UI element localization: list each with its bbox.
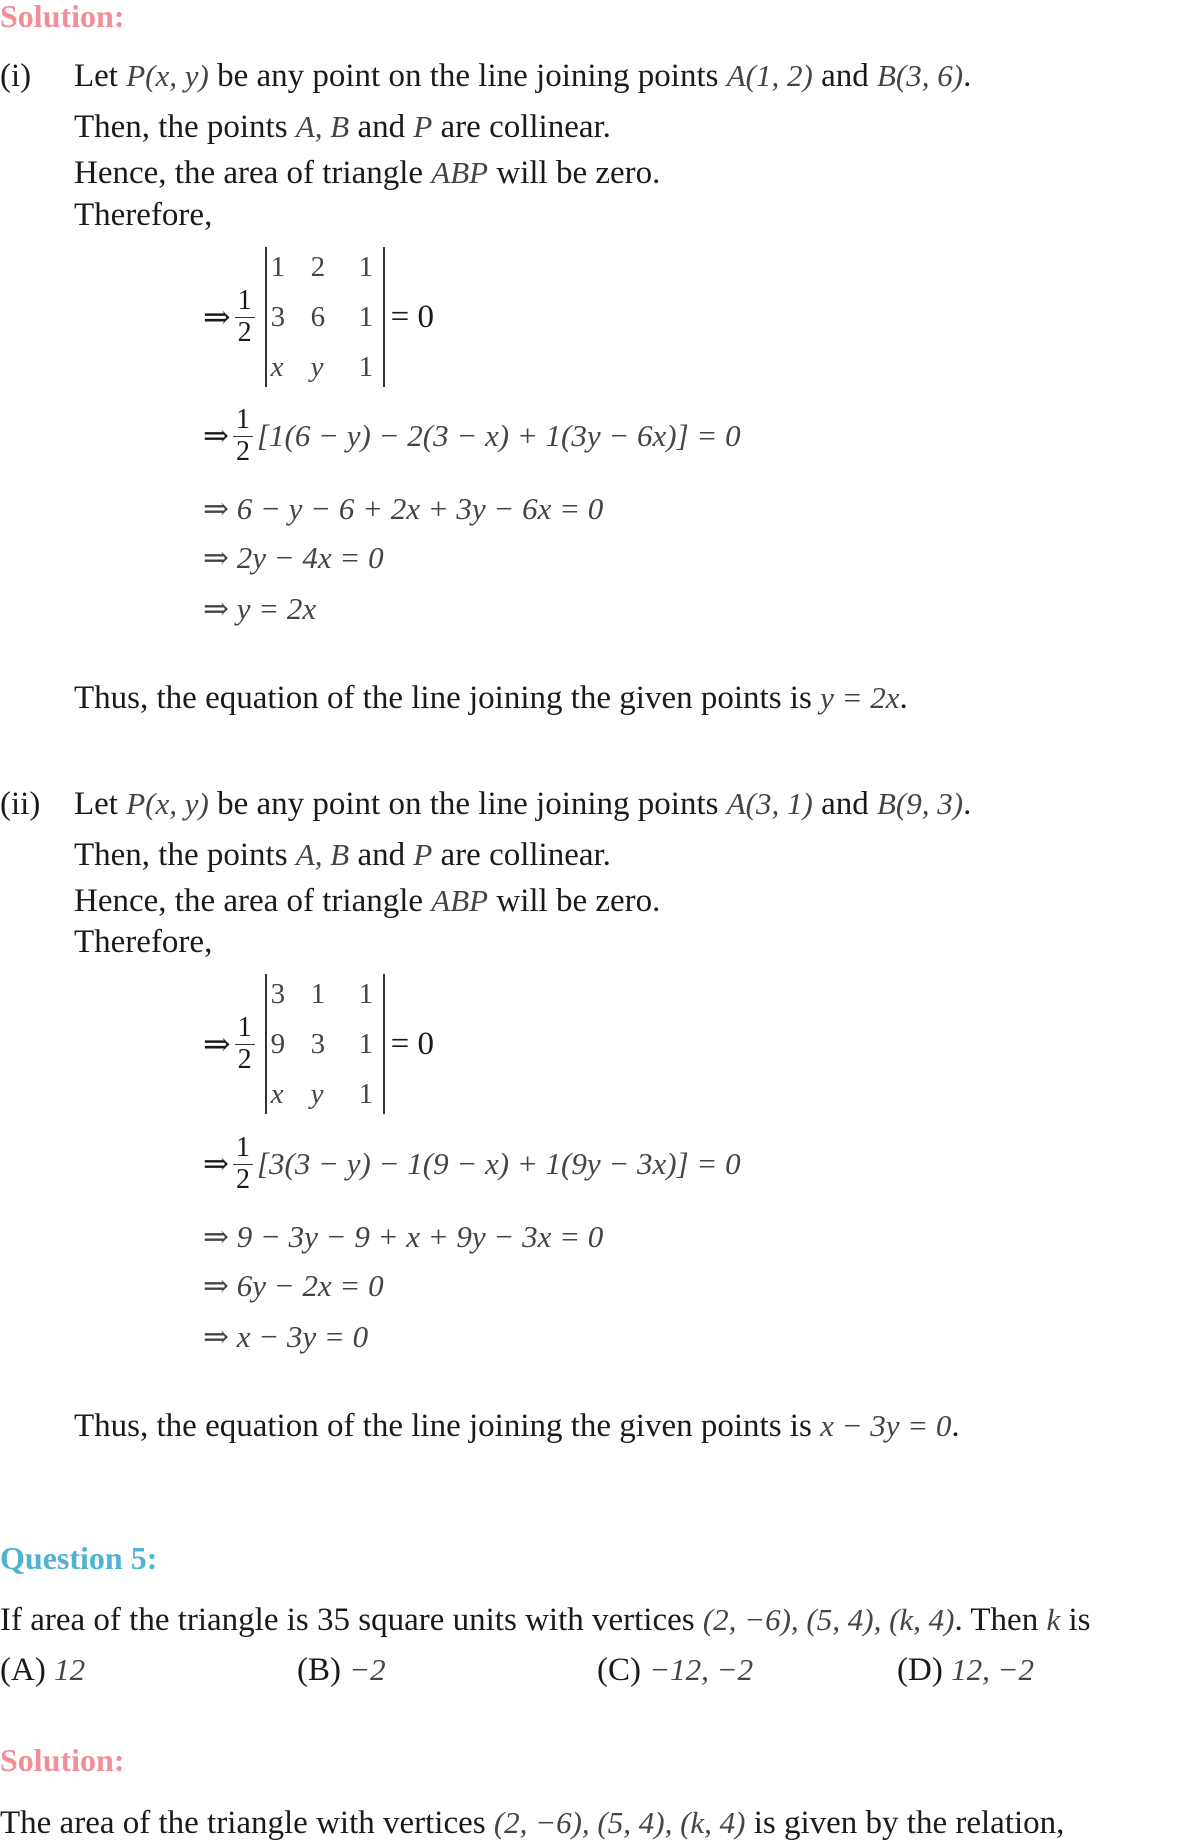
text-segment: Hence, the area of triangle — [74, 155, 432, 191]
option-d[interactable] — [897, 1654, 1034, 1687]
text-line — [74, 839, 611, 872]
text-segment: Let — [74, 786, 127, 822]
denominator: 2 — [237, 1043, 252, 1075]
solution-heading: Solution: — [0, 1742, 125, 1778]
text-segment: and — [349, 109, 414, 145]
text-segment: and — [812, 786, 877, 822]
fraction-one-half — [235, 1013, 255, 1076]
text-segment: and — [349, 837, 414, 873]
math-expression: P(x, y) — [126, 58, 209, 93]
text-segment: Hence, the area of triangle — [74, 883, 432, 919]
step-line — [203, 1221, 603, 1254]
text-segment: . — [951, 1408, 960, 1444]
text-segment: Thus, the equation of the line joining the given points is — [74, 680, 821, 716]
math-expression: P(x, y) — [126, 786, 209, 821]
conclusion-line — [74, 1410, 960, 1443]
solution-heading — [0, 1744, 124, 1778]
fraction-one-half — [235, 286, 255, 349]
text-segment: Let — [74, 58, 127, 94]
math-expression: A, B — [295, 109, 350, 144]
matrix-cell: y — [310, 1078, 324, 1110]
matrix-cell: 3 — [310, 1028, 326, 1060]
part-label: (i) — [0, 58, 32, 94]
text-segment: are collinear. — [432, 109, 611, 145]
matrix-cell: x — [270, 1078, 284, 1110]
math-expression: ABP — [431, 883, 489, 918]
text-line — [74, 157, 660, 190]
text-segment: . Then — [954, 1602, 1047, 1638]
math-expression: P — [413, 109, 433, 144]
option-label: (D) — [897, 1652, 943, 1688]
text-segment: Therefore, — [74, 197, 213, 233]
numerator: 1 — [235, 286, 255, 318]
text-segment: are collinear. — [432, 837, 611, 873]
matrix-cell: 1 — [358, 978, 374, 1010]
math-expression: B(3, 6) — [876, 58, 964, 93]
step-expression: ⇒ 2y − 4x = 0 — [203, 540, 384, 575]
text-segment: is — [1060, 1602, 1091, 1638]
part-label — [0, 60, 31, 93]
math-expression: x − 3y = 0 — [820, 1408, 952, 1443]
text-segment: The area of the triangle with vertices — [0, 1805, 494, 1841]
numerator: 1 — [235, 1013, 255, 1045]
matrix-cell: 6 — [310, 301, 326, 333]
option-label: (C) — [597, 1652, 641, 1688]
math-expression: P — [413, 837, 433, 872]
part-label: (ii) — [0, 786, 41, 822]
determinant-matrix — [265, 974, 385, 1114]
step-line — [203, 542, 384, 575]
matrix-cell: 1 — [270, 251, 286, 283]
math-expression: y = 2x — [820, 680, 900, 715]
step-expression: ⇒ 9 − 3y − 9 + x + 9y − 3x = 0 — [203, 1219, 604, 1254]
matrix-cell: 3 — [270, 301, 286, 333]
implies-arrow: ⇒ — [203, 1146, 229, 1182]
implies-arrow: ⇒ — [203, 300, 231, 336]
option-value: 12, −2 — [951, 1652, 1034, 1687]
step-expression: ⇒ 6 − y − 6 + 2x + 3y − 6x = 0 — [203, 491, 604, 526]
math-expression: ABP — [431, 155, 489, 190]
text-line — [74, 111, 611, 144]
text-segment: Therefore, — [74, 924, 213, 960]
text-segment: Then, the points — [74, 837, 296, 873]
step-expression: ⇒ y = 2x — [203, 591, 317, 626]
step-line — [203, 593, 316, 626]
equals-zero: = 0 — [390, 298, 435, 335]
option-label: (A) — [0, 1652, 46, 1688]
step-line — [203, 1321, 368, 1354]
math-expression: B(9, 3) — [876, 786, 964, 821]
implies-arrow: ⇒ — [203, 1027, 231, 1063]
matrix-cell: 1 — [358, 251, 374, 283]
text-line — [74, 885, 660, 918]
text-segment: . — [899, 680, 908, 716]
matrix-cell: 9 — [270, 1028, 286, 1060]
question-heading: Question 5: — [0, 1540, 158, 1576]
fraction-one-half — [233, 1133, 253, 1196]
determinant-equation — [203, 974, 434, 1114]
text-segment: is given by the relation, — [745, 1805, 1065, 1841]
option-label: (B) — [297, 1652, 341, 1688]
text-segment: If area of the triangle is 35 square units with vertices — [0, 1602, 703, 1638]
expansion-expression: [3(3 − y) − 1(9 − x) + 1(9y − 3x)] = 0 — [256, 1146, 741, 1182]
text-segment: and — [812, 58, 877, 94]
matrix-cell: x — [270, 351, 284, 383]
matrix-cell: 3 — [270, 978, 286, 1010]
text-segment: . — [963, 786, 972, 822]
math-expression: A(3, 1) — [726, 786, 813, 821]
denominator: 2 — [237, 316, 252, 348]
option-value: −2 — [349, 1652, 386, 1687]
option-a[interactable] — [0, 1654, 85, 1687]
fraction-one-half — [233, 405, 253, 468]
matrix-cell: y — [310, 351, 324, 383]
text-line — [74, 199, 212, 232]
question-heading — [0, 1542, 157, 1576]
determinant-equation — [203, 247, 434, 387]
matrix-cell: 1 — [358, 1028, 374, 1060]
denominator: 2 — [235, 1163, 250, 1195]
equals-zero: = 0 — [390, 1025, 435, 1062]
text-line — [74, 926, 212, 959]
numerator: 1 — [233, 405, 253, 437]
option-value: 12 — [54, 1652, 86, 1687]
expansion-expression: [1(6 − y) − 2(3 − x) + 1(3y − 6x)] = 0 — [256, 418, 741, 454]
text-segment: will be zero. — [488, 155, 661, 191]
question-text — [0, 1604, 1090, 1637]
math-expression: A(1, 2) — [726, 58, 813, 93]
determinant-matrix — [265, 247, 385, 387]
matrix-cell: 1 — [358, 1078, 374, 1110]
option-value: −12, −2 — [649, 1652, 754, 1687]
step-expression: ⇒ x − 3y = 0 — [203, 1319, 369, 1354]
math-expression: A, B — [295, 837, 350, 872]
text-segment: . — [963, 58, 972, 94]
implies-arrow: ⇒ — [203, 418, 229, 454]
text-segment: Then, the points — [74, 109, 296, 145]
math-expression: (2, −6), (5, 4), (k, 4) — [493, 1805, 746, 1840]
solution-text — [0, 1807, 1064, 1840]
matrix-cell: 1 — [358, 301, 374, 333]
expansion-line — [203, 405, 741, 468]
option-b[interactable] — [297, 1654, 386, 1687]
expansion-line — [203, 1133, 741, 1196]
matrix-cell: 2 — [310, 251, 326, 283]
text-segment: Thus, the equation of the line joining the given points is — [74, 1408, 821, 1444]
conclusion-line — [74, 682, 908, 715]
solution-heading — [0, 0, 124, 34]
step-line — [203, 493, 603, 526]
solution-heading: Solution: — [0, 0, 125, 34]
matrix-cell: 1 — [310, 978, 326, 1010]
text-line — [74, 788, 971, 821]
numerator: 1 — [233, 1133, 253, 1165]
option-c[interactable] — [597, 1654, 753, 1687]
text-segment: be any point on the line joining points — [208, 786, 727, 822]
math-expression: (2, −6), (5, 4), (k, 4) — [702, 1602, 955, 1637]
text-segment: will be zero. — [488, 883, 661, 919]
math-expression: k — [1046, 1602, 1061, 1637]
step-expression: ⇒ 6y − 2x = 0 — [203, 1268, 384, 1303]
text-segment: be any point on the line joining points — [208, 58, 727, 94]
step-line — [203, 1270, 384, 1303]
denominator: 2 — [235, 435, 250, 467]
text-line — [74, 60, 971, 93]
part-label — [0, 788, 40, 821]
matrix-cell: 1 — [358, 351, 374, 383]
